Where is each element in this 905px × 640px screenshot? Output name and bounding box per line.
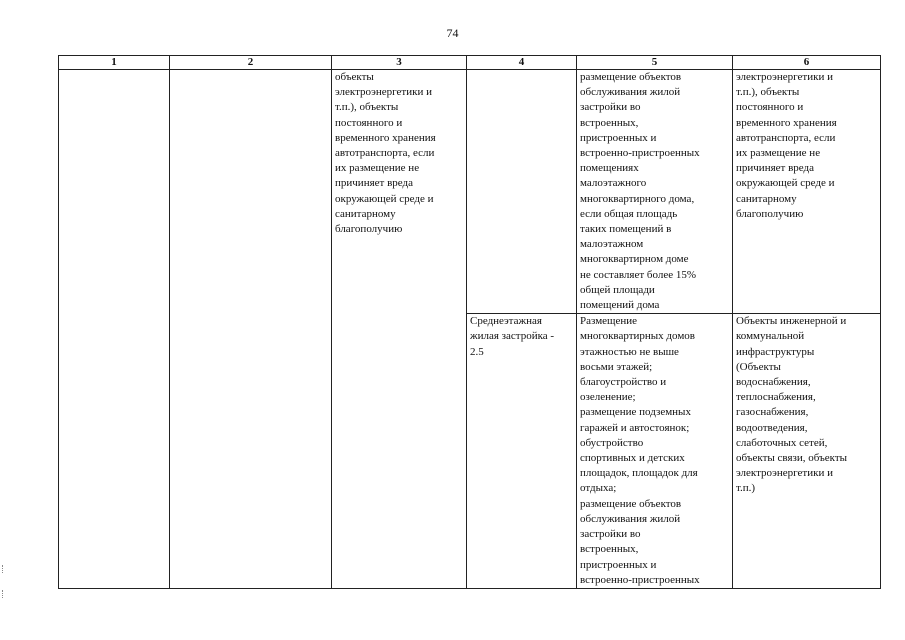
cell-col2: [170, 70, 332, 589]
cell-col6-auxiliary-objects: Объекты инженерной и коммунальной инфраструктуры (Объекты водоснабжения, теплоснабжения, газоснабжения, водоотведения, слаботочных сетей, объекты связи, объекты электроэнергетики и т.п.): [733, 314, 881, 589]
column-header-6: 6: [733, 56, 881, 70]
cell-col4-use-type: [467, 70, 577, 314]
column-header-5: 5: [577, 56, 733, 70]
document-table: [58, 55, 881, 589]
scan-edge-mark: [2, 590, 5, 598]
column-header-1: 1: [59, 56, 170, 70]
column-header-3: 3: [332, 56, 467, 70]
table-header-row: [59, 56, 881, 70]
page-number: 74: [446, 26, 459, 40]
cell-col5-description: Размещение многоквартирных домов этажностью не выше восьми этажей; благоустройство и озеленение; размещение подземных гаражей и автостоянок; обустройство спортивных и детских площадок, площадок для отдыха; размещение объектов обслуживания жилой застройки во встроенных, пристроенных и встроенно-пристроенных: [577, 314, 733, 589]
cell-col5-description: размещение объектов обслуживания жилой застройки во встроенных, пристроенных и встроенно-пристроенных помещениях малоэтажного многоквартирного дома, если общая площадь таких помещений в малоэтажном многоквартирном доме не составляет более 15% общей площади помещений дома: [577, 70, 733, 314]
cell-col1: [59, 70, 170, 589]
column-header-4: 4: [467, 56, 577, 70]
column-header-2: 2: [170, 56, 332, 70]
cell-col4-use-type: Среднеэтажная жилая застройка - 2.5: [467, 314, 577, 589]
scan-edge-mark: [2, 565, 5, 573]
cell-col3-permitted-objects: объекты электроэнергетики и т.п.), объекты постоянного и временного хранения автотранспорта, если их размещение не причиняет вреда окружающей среде и санитарному благополучию: [332, 70, 467, 589]
cell-col6-auxiliary-objects: электроэнергетики и т.п.), объекты постоянного и временного хранения автотранспорта, если их размещение не причиняет вреда окружающей среде и санитарному благополучию: [733, 70, 881, 314]
table-row: [59, 70, 881, 314]
